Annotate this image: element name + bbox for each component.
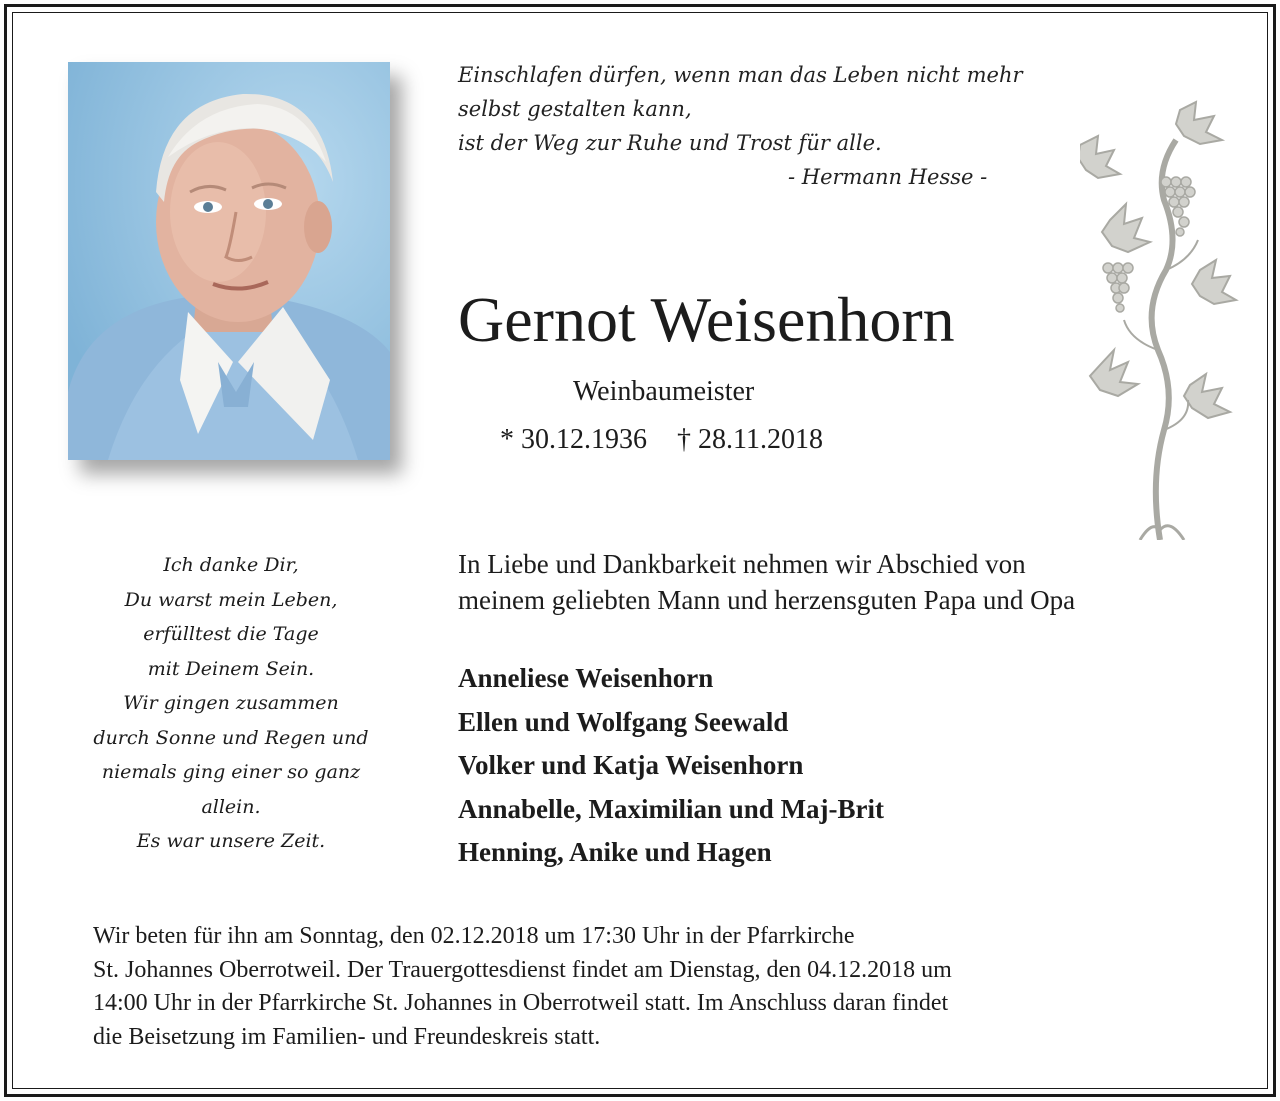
service-info bbox=[93, 920, 1213, 1054]
poem-line: mit Deinem Sein. bbox=[147, 657, 315, 680]
family-member: Annabelle, Maximilian und Maj-Brit bbox=[458, 793, 885, 824]
poem-line: erfülltest die Tage bbox=[143, 623, 319, 645]
life-dates bbox=[500, 424, 823, 456]
deceased-title: Weinbaumeister bbox=[573, 376, 755, 407]
farewell-intro bbox=[458, 546, 1258, 618]
birth-date: * 30.12.1936 bbox=[500, 424, 647, 455]
service-line: Wir beten für ihn am Sonntag, den 02.12.2018 um 17:30 Uhr in der Pfarrkirche bbox=[93, 923, 855, 949]
quote-author: - Hermann Hesse - bbox=[788, 165, 988, 189]
poem-line: durch Sonne und Regen und bbox=[93, 726, 369, 749]
family-list bbox=[458, 657, 884, 875]
hesse-quote bbox=[458, 58, 1023, 194]
poem-line: allein. bbox=[201, 795, 261, 818]
poem-line: Du warst mein Leben, bbox=[124, 588, 338, 611]
poem-line: Wir gingen zusammen bbox=[123, 692, 339, 714]
death-date: † 28.11.2018 bbox=[677, 424, 823, 455]
service-line: 14:00 Uhr in der Pfarrkirche St. Johannes in Oberrotweil statt. Im Anschluss daran findet bbox=[93, 990, 949, 1016]
quote-line: Einschlafen dürfen, wenn man das Leben nicht mehr bbox=[458, 63, 1023, 87]
service-line: die Beisetzung im Familien- und Freundeskreis statt. bbox=[93, 1023, 601, 1050]
poem-line: niemals ging einer so ganz bbox=[101, 761, 361, 783]
portrait-photo bbox=[68, 62, 390, 460]
intro-line: In Liebe und Dankbarkeit nehmen wir Abschied von bbox=[458, 549, 1026, 579]
service-line: St. Johannes Oberrotweil. Der Trauergottesdienst findet am Dienstag, den 04.12.2018 um bbox=[93, 956, 952, 983]
family-member: Henning, Anike und Hagen bbox=[458, 837, 772, 867]
poem bbox=[70, 548, 392, 859]
portrait-illustration bbox=[68, 62, 390, 460]
deceased-name: Gernot Weisenhorn bbox=[458, 284, 955, 355]
family-member: Ellen und Wolfgang Seewald bbox=[458, 706, 789, 737]
quote-line: selbst gestalten kann, bbox=[458, 97, 692, 121]
poem-line: Es war unsere Zeit. bbox=[136, 830, 326, 852]
family-member: Volker und Katja Weisenhorn bbox=[458, 750, 804, 780]
quote-line: ist der Weg zur Ruhe und Trost für alle. bbox=[458, 131, 882, 155]
intro-line: meinem geliebten Mann und herzensguten Papa und Opa bbox=[458, 585, 1076, 615]
family-member: Anneliese Weisenhorn bbox=[458, 663, 714, 693]
grapevine-icon bbox=[1080, 100, 1240, 540]
poem-line: Ich danke Dir, bbox=[163, 554, 299, 576]
